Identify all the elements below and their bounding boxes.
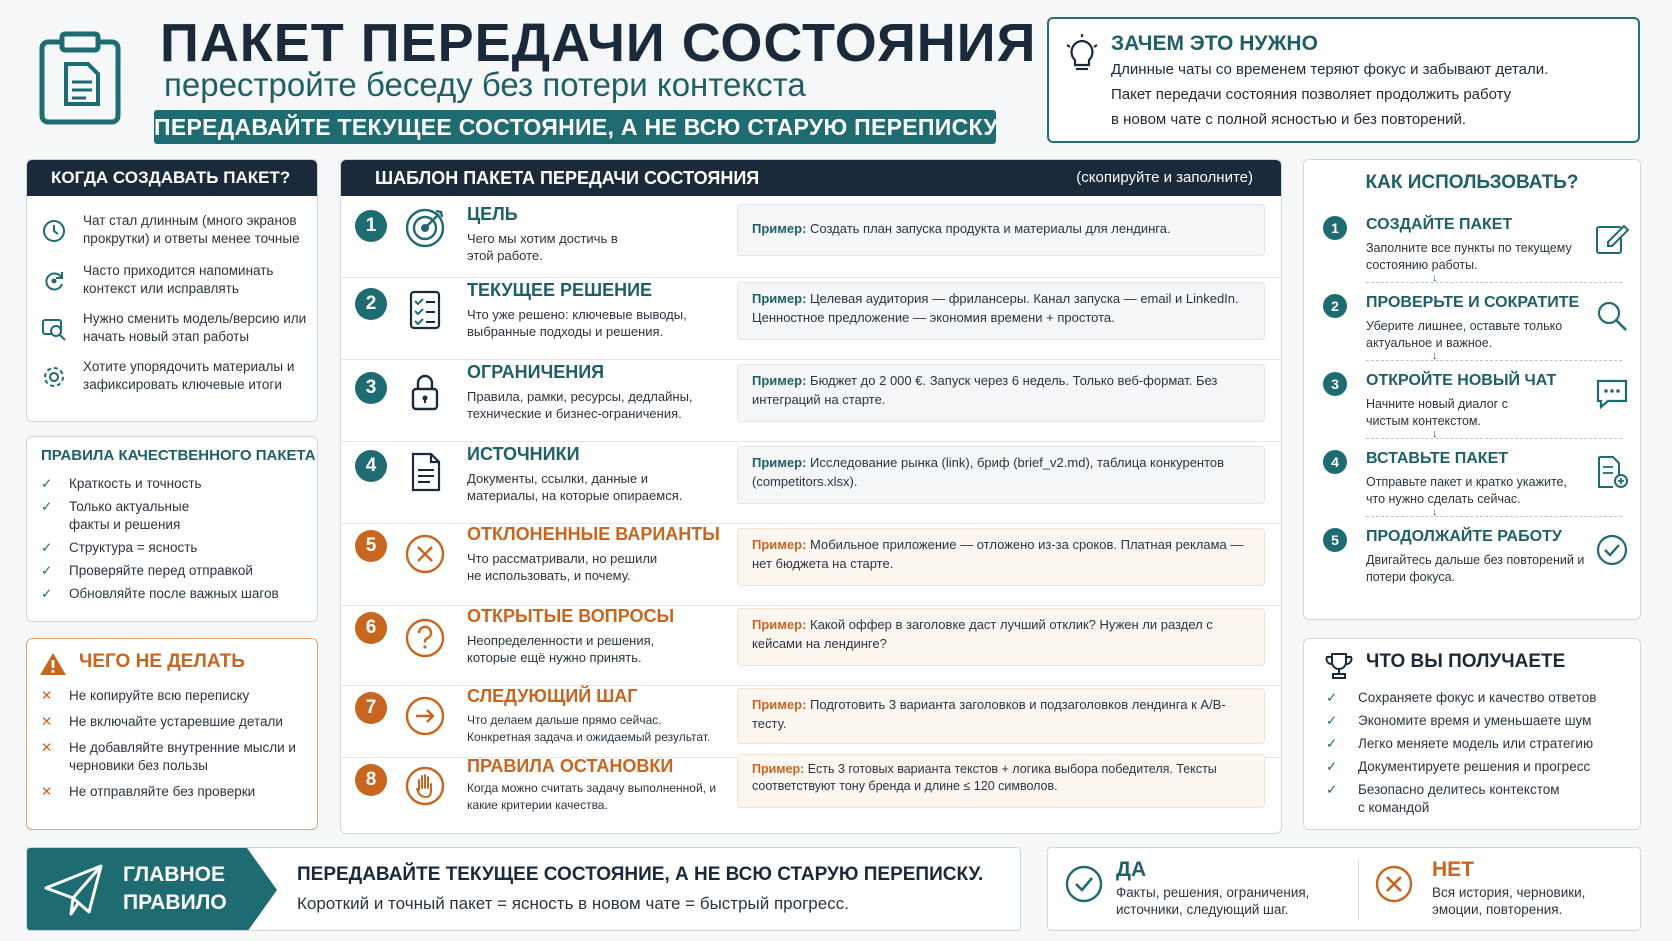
yes-no-card (1047, 847, 1641, 931)
target-icon (403, 206, 447, 250)
check-icon: ✓ (41, 540, 53, 555)
when-title: КОГДА СОЗДАВАТЬ ПАКЕТ? (27, 160, 317, 196)
row-title: ОТКРЫТЫЕ ВОПРОСЫ (467, 606, 675, 626)
rules-title: ПРАВИЛА КАЧЕСТВЕННОГО ПАКЕТА (41, 447, 316, 464)
arrow-down-icon: ↓ (1432, 428, 1438, 440)
row-number: 2 (355, 288, 387, 320)
check-icon: ✓ (1326, 690, 1338, 705)
how-card (1303, 159, 1641, 620)
template-row-constraints (341, 360, 1281, 442)
row-number: 1 (355, 210, 387, 242)
step-desc: Отправьте пакет и кратко укажите, что нужно сделать сейчас. (1366, 475, 1567, 506)
row-desc: Что уже решено: ключевые выводы, выбранные подходы и решения. (467, 307, 687, 339)
why-title: ЗАЧЕМ ЭТО НУЖНО (1111, 32, 1318, 55)
step-number: 4 (1323, 450, 1347, 474)
row-number: 7 (355, 692, 387, 724)
step-number: 2 (1323, 294, 1347, 318)
when-item (27, 262, 319, 302)
divider (1358, 860, 1359, 920)
row-number: 6 (355, 612, 387, 644)
template-row-rejected (341, 524, 1281, 606)
check-icon: ✓ (1326, 759, 1338, 774)
step-desc: Двигайтесь дальше без повторений и потери фокуса. (1366, 553, 1585, 584)
gear-icon (41, 364, 67, 390)
when-item (27, 358, 319, 398)
when-item-text: Нужно сменить модель/версию или начать новый этап работы (83, 311, 307, 344)
step-separator (1366, 438, 1622, 439)
how-step (1304, 292, 1642, 370)
row-desc: Чего мы хотим достичь в этой работе. (467, 231, 618, 263)
main-rule-title: ПЕРЕДАВАЙТЕ ТЕКУЩЕЕ СОСТОЯНИЕ, А НЕ ВСЮ СТАРУЮ ПЕРЕПИСКУ. (297, 864, 984, 885)
why-line: Пакет передачи состояния позволяет продолжить работу (1111, 86, 1512, 103)
row-title: ТЕКУЩЕЕ РЕШЕНИЕ (467, 280, 653, 300)
row-desc: Правила, рамки, ресурсы, дедлайны, технические и бизнес-ограничения. (467, 389, 693, 421)
template-row-decision (341, 278, 1281, 360)
how-step (1304, 370, 1642, 448)
lock-icon (403, 370, 447, 414)
row-example: Пример: Есть 3 готовых варианта текстов + логика выбора победителя. Тексты соответствуют тону бренда и длине ≤ 120 символов. (737, 754, 1265, 808)
row-number: 8 (355, 764, 387, 796)
why-line: в новом чате с полной ясностью и без повторений. (1111, 111, 1467, 128)
row-title: ПРАВИЛА ОСТАНОВКИ (467, 756, 674, 776)
template-header (341, 160, 1281, 196)
step-title: ОТКРОЙТЕ НОВЫЙ ЧАТ (1366, 372, 1557, 389)
why-line: Длинные чаты со временем теряют фокус и забывают детали. (1111, 61, 1549, 78)
when-item (27, 310, 319, 350)
arrow-down-icon: ↓ (1432, 506, 1438, 518)
row-example: Пример: Исследование рынка (link), бриф (brief_v2.md), таблица конкурентов (competitors.xlsx). (737, 446, 1265, 504)
row-desc: Неопределенности и решения, которые ещё нужно принять. (467, 633, 655, 665)
x-circle-icon (403, 532, 447, 576)
how-title: КАК ИСПОЛЬЗОВАТЬ? (1365, 172, 1579, 193)
get-title: ЧТО ВЫ ПОЛУЧАЕТЕ (1366, 651, 1566, 672)
when-item (27, 212, 319, 252)
how-step (1304, 526, 1642, 604)
step-number: 1 (1323, 216, 1347, 240)
step-desc: Уберите лишнее, оставьте только актуальное и важное. (1366, 319, 1563, 350)
check-circle-icon (1594, 532, 1630, 568)
row-desc: Что делаем дальше прямо сейчас. Конкретная задача и ожидаемый результат. (467, 713, 711, 744)
why-card (1047, 17, 1640, 143)
template-row-sources (341, 442, 1281, 524)
lightbulb-icon (1063, 33, 1101, 75)
row-example: Пример: Подготовить 3 варианта заголовков и подзаголовков лендинга к A/B-тесту. (737, 688, 1265, 744)
step-separator (1366, 360, 1622, 361)
step-title: ВСТАВЬТЕ ПАКЕТ (1366, 450, 1509, 467)
row-desc: Когда можно считать задачу выполненной, и какие критерии качества. (467, 781, 717, 812)
check-circle-icon (1064, 864, 1104, 904)
arrow-right-icon (403, 694, 447, 738)
check-icon: ✓ (41, 499, 53, 514)
template-title: ШАБЛОН ПАКЕТА ПЕРЕДАЧИ СОСТОЯНИЯ (375, 168, 760, 188)
row-desc: Что рассматривали, но решили не использовать, и почему. (467, 551, 658, 583)
step-title: ПРОДОЛЖАЙТЕ РАБОТУ (1366, 528, 1562, 545)
step-separator (1366, 282, 1622, 283)
row-title: ЦЕЛЬ (467, 204, 518, 224)
paper-plane-icon (43, 862, 105, 918)
no-title: НЕТ (1432, 858, 1474, 881)
template-hint: (скопируйте и заполните) (1076, 169, 1253, 186)
when-item-text: Хотите упорядочить материалы и зафиксировать ключевые итоги (83, 359, 295, 392)
x-circle-icon (1374, 864, 1414, 904)
row-example: Пример: Создать план запуска продукта и материалы для лендинга. (737, 204, 1265, 256)
how-step (1304, 448, 1642, 526)
clipboard-logo-icon (36, 30, 124, 126)
check-icon: ✓ (1326, 782, 1338, 797)
check-icon: ✓ (1326, 713, 1338, 728)
arrow-down-icon: ↓ (1432, 272, 1438, 284)
how-step (1304, 214, 1642, 292)
step-separator (1366, 516, 1622, 517)
yes-title: ДА (1116, 858, 1147, 881)
main-rule-subtitle: Короткий и точный пакет = ясность в новом чате = быстрый прогресс. (297, 894, 849, 913)
refresh-icon (41, 268, 67, 294)
step-title: ПРОВЕРЬТЕ И СОКРАТИТЕ (1366, 294, 1580, 311)
row-title: СЛЕДУЮЩИЙ ШАГ (467, 686, 638, 706)
row-example: Пример: Мобильное приложение — отложено из-за сроков. Платная реклама — нет бюджета на старте. (737, 528, 1265, 586)
template-row-next-step (341, 686, 1281, 758)
header-banner: ПЕРЕДАВАЙТЕ ТЕКУЩЕЕ СОСТОЯНИЕ, А НЕ ВСЮ СТАРУЮ ПЕРЕПИСКУ (154, 110, 996, 144)
document-icon (403, 450, 447, 494)
hand-stop-icon (403, 764, 447, 808)
question-icon (403, 616, 447, 660)
step-desc: Начните новый диалог с чистым контекстом. (1366, 397, 1508, 428)
template-row-stop-rules (341, 758, 1281, 834)
dont-card: ЧЕГО НЕ ДЕЛАТЬ ✕ Не копируйте всю переписку ✕ Не включайте устаревшие детали ✕ Не добавляйте внутренние мысли и черновики без пользы ✕ Не отправляйте без проверки (26, 638, 318, 830)
step-number: 5 (1323, 528, 1347, 552)
template-row-open-questions (341, 606, 1281, 686)
page-subtitle: перестройте беседу без потери контекста (164, 66, 806, 103)
trophy-icon (1324, 651, 1354, 681)
get-card: ЧТО ВЫ ПОЛУЧАЕТЕ ✓ Сохраняете фокус и качество ответов ✓ Экономите время и уменьшаете шум ✓ Легко меняете модель или стратегию ✓ Документируете решения и прогресс ✓ Безопасно делитесь контекстом с командой (1303, 638, 1641, 830)
when-item-text: Чат стал длинным (много экранов прокрутки) и ответы менее точные (83, 213, 300, 246)
check-icon: ✓ (41, 586, 53, 601)
row-number: 4 (355, 450, 387, 482)
when-item-text: Часто приходится напоминать контекст или исправлять (83, 263, 274, 296)
chat-icon (1594, 376, 1630, 412)
warning-icon (39, 651, 67, 677)
dont-title: ЧЕГО НЕ ДЕЛАТЬ (79, 651, 245, 672)
step-desc: Заполните все пункты по текущему состоянию работы. (1366, 241, 1572, 272)
check-icon: ✓ (41, 563, 53, 578)
no-desc: Вся история, черновики, эмоции, повторения. (1432, 885, 1586, 917)
x-icon: ✕ (41, 740, 53, 755)
arrow-down-icon: ↓ (1432, 350, 1438, 362)
template-card (340, 159, 1282, 834)
step-title: СОЗДАЙТЕ ПАКЕТ (1366, 216, 1513, 233)
row-example: Пример: Какой оффер в заголовке даст лучший отклик? Нужен ли раздел с кейсами на лендинге? (737, 608, 1265, 666)
row-title: ИСТОЧНИКИ (467, 444, 580, 464)
main-rule-label: ГЛАВНОЕ ПРАВИЛО (123, 863, 227, 914)
row-number: 3 (355, 372, 387, 404)
row-title: ОТКЛОНЕННЫЕ ВАРИАНТЫ (467, 524, 720, 544)
template-row-goal (341, 196, 1281, 278)
edit-icon (1594, 220, 1630, 256)
row-desc: Документы, ссылки, данные и материалы, на которые опираемся. (467, 471, 683, 503)
check-icon: ✓ (41, 476, 53, 491)
row-example: Пример: Бюджет до 2 000 €. Запуск через 6 недель. Только веб-формат. Без интеграций на старте. (737, 364, 1265, 422)
row-title: ОГРАНИЧЕНИЯ (467, 362, 605, 382)
paste-doc-icon (1594, 454, 1630, 490)
clock-icon (41, 218, 67, 244)
x-icon: ✕ (41, 688, 53, 703)
when-card (26, 159, 318, 422)
checklist-icon (403, 288, 447, 332)
search-switch-icon (41, 316, 67, 342)
check-icon: ✓ (1326, 736, 1338, 751)
rules-card: ПРАВИЛА КАЧЕСТВЕННОГО ПАКЕТА ✓ Краткость и точность ✓ Только актуальные факты и решения ✓ Структура = ясность ✓ Проверяйте перед отправкой ✓ Обновляйте после важных шагов (26, 436, 318, 622)
yes-desc: Факты, решения, ограничения, источники, следующий шаг. (1116, 885, 1310, 917)
x-icon: ✕ (41, 714, 53, 729)
row-example: Пример: Целевая аудитория — фрилансеры. Канал запуска — email и LinkedIn. Ценностное предложение — экономия времени + простота. (737, 282, 1265, 340)
main-rule-card (26, 847, 1021, 931)
row-number: 5 (355, 530, 387, 562)
x-icon: ✕ (41, 784, 53, 799)
search-icon (1594, 298, 1630, 334)
page-title: ПАКЕТ ПЕРЕДАЧИ СОСТОЯНИЯ (160, 13, 1037, 73)
step-number: 3 (1323, 372, 1347, 396)
